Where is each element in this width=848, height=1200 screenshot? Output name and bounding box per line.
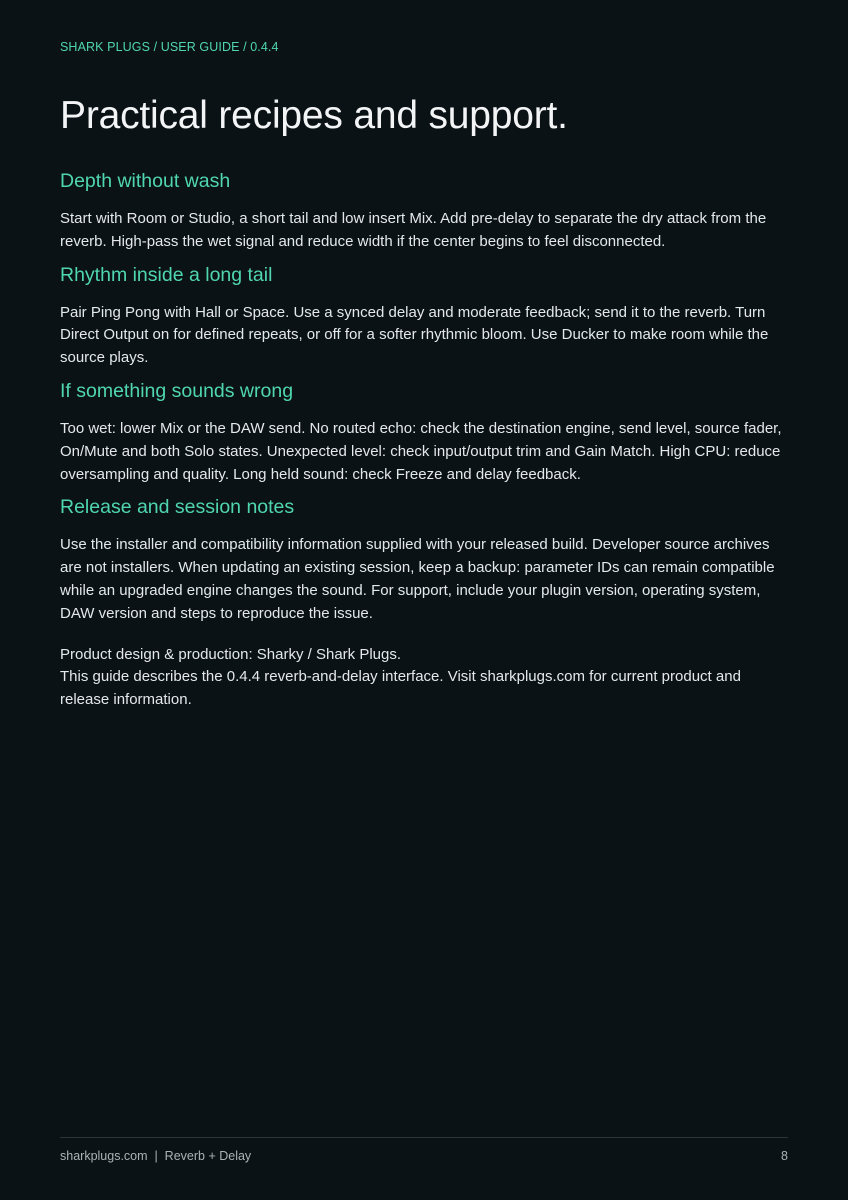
- page-title: Practical recipes and support.: [60, 94, 568, 137]
- content-area: [60, 168, 788, 712]
- section-troubleshooting: [60, 378, 788, 486]
- section-rhythm-inside-long-tail: [60, 262, 788, 370]
- section-body: Too wet: lower Mix or the DAW send. No routed echo: check the destination engine, send level, source fader, On/Mute and both Solo states. Unexpected level: check input/output trim and Gain Match. High CPU: reduce oversampling and quality. Long held sound: check Freeze and delay feedback.: [60, 419, 782, 483]
- page-number: 8: [781, 1149, 788, 1163]
- credits-line: Product design & production: Sharky / Shark Plugs.: [60, 645, 402, 663]
- credits: [60, 644, 788, 712]
- section-heading: If something sounds wrong: [60, 379, 294, 402]
- section-heading: Release and session notes: [60, 496, 295, 519]
- section-body: Start with Room or Studio, a short tail and low insert Mix. Add pre-delay to separate the dry attack from the reverb. High-pass the wet signal and reduce width if the center begins to feel disconnected.: [60, 210, 767, 250]
- section-body: Use the installer and compatibility information supplied with your released build. Developer source archives are not installers. When updating an existing session, keep a backup: parameter IDs can remain compatible while an upgraded engine changes the sound. For support, include your plugin version, operating system, DAW version and steps to reproduce the issue.: [60, 536, 775, 622]
- section-release-notes: [60, 494, 788, 625]
- document-page: [60, 0, 788, 1200]
- section-depth-without-wash: [60, 168, 788, 254]
- page-footer: [60, 1137, 788, 1163]
- footer-text: sharkplugs.com | Reverb + Delay: [60, 1149, 252, 1163]
- section-heading: Rhythm inside a long tail: [60, 263, 273, 286]
- section-body: Pair Ping Pong with Hall or Space. Use a synced delay and moderate feedback; send it to the reverb. Turn Direct Output on for defined repeats, or off for a softer rhythmic bloom. Use Ducker to make room while the source plays.: [60, 303, 769, 367]
- breadcrumb: SHARK PLUGS / USER GUIDE / 0.4.4: [60, 40, 279, 54]
- credits-line: This guide describes the 0.4.4 reverb-and-delay interface. Visit sharkplugs.com for current product and release information.: [60, 668, 741, 709]
- section-heading: Depth without wash: [60, 170, 231, 192]
